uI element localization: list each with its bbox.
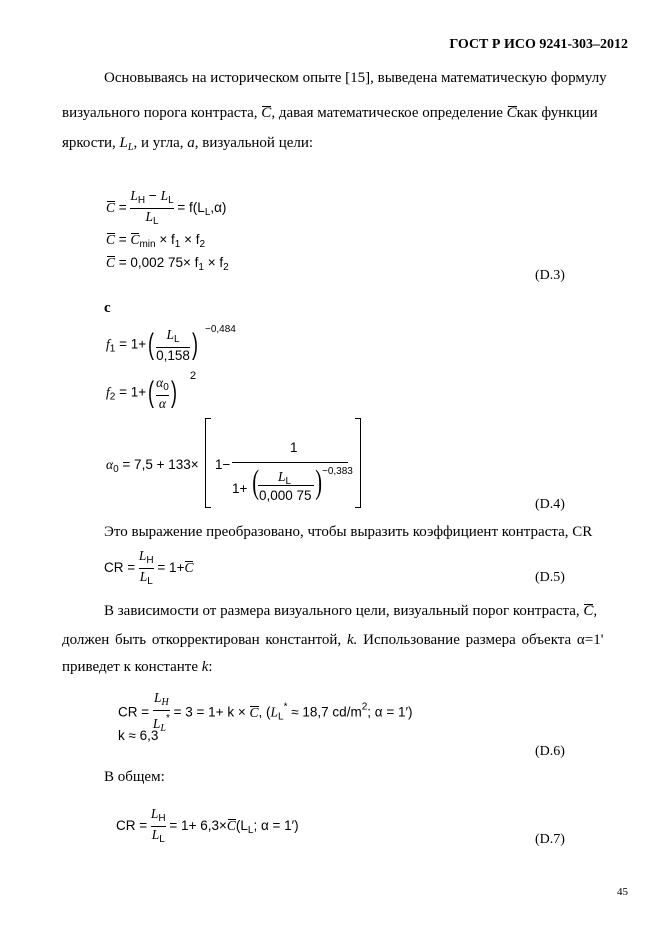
one-minus: 1− [215, 457, 231, 472]
document-header: ГОСТ Р ИСО 9241-303–2012 [449, 37, 628, 52]
exponent-f1: −0,484 [205, 324, 236, 335]
size-para-line-3: приведет к константе k: [62, 659, 213, 675]
size-para-line-1: В зависимости от размера визуального цели, визуальный порог контраста, C, [104, 603, 598, 619]
inner-denominator: 0,000 75 [259, 488, 312, 503]
inner-one-plus: 1+ [232, 481, 248, 496]
outer-fraction-bar [232, 462, 348, 463]
intro-line-1: Основываясь на историческом опыте [15], выведена математическую формулу [104, 70, 607, 86]
equation-d6: CR = $\frac{L_H}{L_L^*}$ = 3 = 1+ k × C, ($L_L^* \approx 18,7$ $cd/m^2$; α = 1′) [118, 690, 413, 734]
inner-fraction-bar [258, 485, 314, 486]
equation-d6-k: k ≈ 6,3 [118, 728, 159, 743]
equation-d5: CR = $\frac{L_H}{L_L}$ = 1+C [104, 548, 194, 587]
bracket-right [355, 418, 361, 508]
equation-d3-line-1: C = $\frac{L_H - L_L}{L_L}$ = $f(L_L,\alpha)$ [106, 188, 227, 227]
inner-paren-right: ) [315, 464, 323, 501]
intro-line-3: яркости, $L_L$, и угла, a, визуальной цели: [62, 135, 314, 153]
equation-label-d5: (D.5) [535, 570, 565, 585]
size-para-line-2: должен быть откорректирован константой, k. Использование размера объекта α=1' [62, 632, 604, 648]
fraction: $\frac{L_H - L_L}{L_L}$ [130, 188, 174, 227]
general-text: В общем: [104, 769, 165, 785]
equation-label-d7: (D.7) [535, 832, 565, 847]
equation-label-d6: (D.6) [535, 744, 565, 759]
equation-alpha0-lhs: $\alpha_0 = 7,5 + 133\times$ [106, 457, 199, 475]
inner-exponent: −0,383 [322, 466, 353, 477]
intro-line-2: визуального порога контраста, C, давая математическое определение Cкак функции [62, 105, 598, 121]
equation-d3-line-3: C = 0,002 $75\times f_1 \times f_2$ [106, 255, 229, 273]
equation-f1: $f_1 = 1+$( $\frac{L_L}{0,158}$ ) [106, 327, 198, 363]
outer-numerator: 1 [290, 440, 298, 455]
equation-d7: CR = $\frac{L_H}{L_L}$ = $1+ 6,3\times C(L_L$; α = 1′) [116, 806, 299, 845]
page-number: 45 [617, 886, 628, 898]
inner-paren-left: ( [252, 464, 260, 501]
equation-f2: $f_2 = 1+$( $\frac{\alpha_0}{\alpha}$ ) [106, 375, 177, 411]
inner-numerator: $L_L$ [278, 469, 292, 487]
equation-label-d3: (D.3) [535, 268, 565, 283]
equation-d3-line-2: $C = C_{min} \times f_1 \times f_2$ [106, 232, 206, 250]
bracket-left [205, 418, 211, 508]
with-word: с [104, 300, 111, 316]
equation-label-d4: (D.4) [535, 497, 565, 512]
exponent-f2: 2 [190, 370, 197, 382]
cr-intro-text: Это выражение преобразовано, чтобы выразить коэффициент контраста, CR [104, 524, 593, 540]
